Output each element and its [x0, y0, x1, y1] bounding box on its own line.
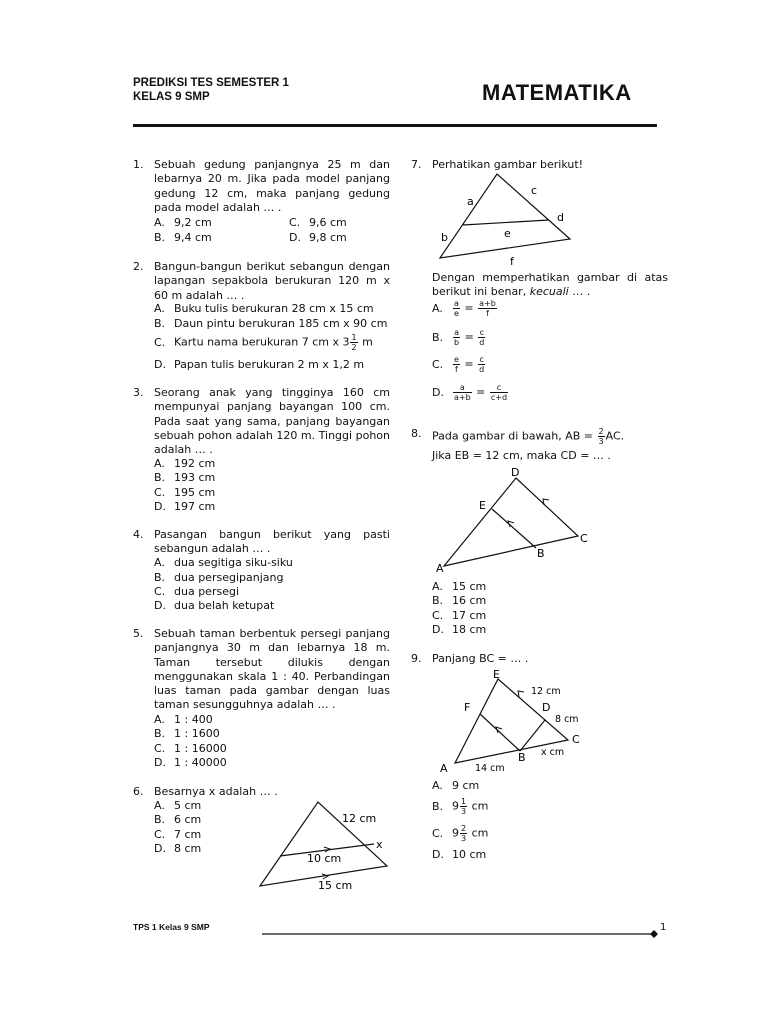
label-ed: 12 cm: [531, 686, 561, 697]
option-c[interactable]: [154, 333, 373, 352]
option-text: 7 cm: [174, 828, 202, 841]
option-letter: A.: [154, 302, 165, 315]
label-a: A: [440, 762, 448, 775]
option-b[interactable]: [154, 571, 283, 585]
option-text: 1 : 16000: [174, 742, 227, 755]
option-letter: C.: [154, 742, 166, 755]
q9-options: [432, 779, 668, 864]
option-text: dua segitiga siku-siku: [174, 556, 293, 569]
page-title: MATEMATIKA: [482, 80, 632, 105]
option-b[interactable]: [154, 317, 387, 331]
question-text: Bangun-bangun berikut sebangun dengan lapangan sepakbola berukuran 120 m x 60 m adalah … .: [154, 260, 390, 302]
label-bc: x cm: [541, 747, 565, 758]
option-text: dua persegi: [174, 585, 240, 598]
question-number: 5.: [133, 627, 144, 640]
option-text: 9,6 cm: [309, 216, 347, 229]
option-letter: C.: [289, 216, 301, 229]
instruction-tail: … .: [572, 285, 591, 299]
label-ab: 14 cm: [475, 763, 505, 774]
denominator: c+d: [490, 393, 508, 402]
numerator: a: [453, 383, 472, 393]
q7-instruction: [432, 271, 668, 300]
fraction-numerator: 1: [351, 333, 357, 342]
option-text: 16 cm: [452, 594, 487, 607]
label-d: D: [511, 466, 520, 479]
option-a[interactable]: [154, 799, 201, 813]
option-letter: D.: [154, 358, 166, 371]
header-subtitle: [133, 76, 289, 104]
q6-triangle-figure: [250, 795, 400, 895]
option-a[interactable]: [154, 556, 293, 570]
denominator: d: [479, 365, 485, 374]
label-right: x: [376, 838, 383, 851]
option-d[interactable]: [154, 756, 227, 770]
fraction-denominator: 2: [351, 343, 357, 352]
label-top: 12 cm: [342, 812, 377, 825]
denominator: d: [479, 338, 485, 347]
option-letter: C.: [154, 585, 166, 598]
option-letter: A.: [432, 580, 443, 593]
fraction: [598, 427, 605, 446]
option-text: 8 cm: [174, 842, 202, 855]
option-d[interactable]: [154, 358, 364, 372]
option-letter: B.: [154, 231, 166, 244]
option-text: 1 : 1600: [174, 727, 220, 740]
label-b: B: [537, 547, 545, 560]
option-c[interactable]: [432, 824, 488, 843]
option-text: 17 cm: [452, 609, 487, 622]
except-word: kecuali: [529, 285, 569, 299]
question-text: Panjang BC = … .: [432, 652, 529, 665]
option-a[interactable]: [154, 302, 374, 316]
option-c[interactable]: [154, 828, 201, 842]
question-text: Sebuah taman berbentuk persegi panjang panjangnya 30 m dan lebarnya 18 m. Taman tersebut dilukis dengan menggunakan skala 1 : 40. Perbandingan luas taman pada gambar dengan luas taman sesungguhnya adalah … .: [154, 627, 390, 712]
option-text: 9 cm: [452, 779, 480, 792]
q8-options: [432, 580, 668, 640]
question-number: 6.: [133, 785, 144, 798]
parallel-arrow-icon: [518, 691, 524, 697]
question-1: [133, 158, 391, 248]
option-b[interactable]: [154, 813, 201, 827]
option-text: 1 : 400: [174, 713, 213, 726]
option-letter: A.: [154, 457, 165, 470]
option-text: 9,4 cm: [174, 231, 212, 244]
denominator: b: [454, 338, 460, 347]
fraction-right: [478, 355, 485, 374]
option-text: 10 cm: [452, 848, 487, 861]
segment-fb: [480, 714, 520, 751]
footer-rule: [262, 929, 662, 939]
question-number: 8.: [411, 427, 422, 440]
option-c[interactable]: C. $\frac{e}{f}$ = $\frac{c}{d}$: [432, 355, 485, 374]
label-c: C: [580, 532, 588, 545]
option-letter: C.: [432, 826, 444, 840]
option-letter: D.: [154, 842, 166, 855]
numerator: 2: [461, 824, 467, 833]
option-letter: C.: [154, 335, 166, 349]
option-letter: A.: [154, 713, 165, 726]
option-text: 5 cm: [174, 799, 202, 812]
option-letter: B.: [154, 727, 166, 740]
option-text: Daun pintu berukuran 185 cm x 90 cm: [174, 317, 388, 330]
question-number: 7.: [411, 158, 422, 171]
numerator: 2: [598, 427, 604, 436]
option-letter: D.: [432, 385, 444, 399]
option-letter: C.: [154, 486, 166, 499]
option-letter: A.: [432, 779, 443, 792]
option-text: 6 cm: [174, 813, 202, 826]
option-letter: B.: [154, 471, 166, 484]
option-letter: C.: [432, 609, 444, 622]
option-text: dua belah ketupat: [174, 599, 275, 612]
option-letter: B.: [432, 330, 444, 344]
label-bottom: 15 cm: [318, 879, 353, 892]
numerator: a: [454, 328, 459, 337]
option-whole: 9: [452, 799, 459, 813]
question-5: [133, 627, 391, 772]
option-letter: A.: [154, 556, 165, 569]
question-text: Pasangan bangun berikut yang pasti sebangun adalah … .: [154, 528, 390, 556]
question-text: Perhatikan gambar berikut!: [432, 158, 584, 171]
option-a[interactable]: [432, 779, 479, 793]
option-letter: A.: [432, 301, 443, 315]
parallel-segment: [463, 220, 549, 225]
denominator: e: [454, 309, 459, 318]
option-text: 18 cm: [452, 623, 487, 636]
question-number: 2.: [133, 260, 144, 273]
question-4: [133, 528, 391, 618]
option-c[interactable]: [154, 742, 227, 756]
question-text: Seorang anak yang tingginya 160 cm mempunyai panjang bayangan 100 cm. Pada saat yang sama, panjang bayangan sebuah pohon adalah 120 m. Tinggi pohon adalah … .: [154, 386, 390, 457]
label-d: D: [542, 701, 551, 714]
instruction-text: Dengan memperhatikan gambar di atas berikut ini benar,: [432, 271, 668, 299]
option-letter: D.: [154, 500, 166, 513]
parallel-arrow-icon: [543, 499, 549, 505]
fraction-left: [453, 383, 472, 402]
option-d[interactable]: [432, 623, 486, 637]
option-letter: A.: [154, 216, 165, 229]
label-c: c: [531, 184, 538, 197]
option-unit: cm: [471, 799, 489, 813]
fraction-right: [490, 383, 508, 402]
option-text: 9,2 cm: [174, 216, 212, 229]
option-letter: D.: [154, 599, 166, 612]
option-letter: D.: [289, 231, 301, 244]
fraction-right: [478, 299, 497, 318]
numerator: e: [454, 355, 459, 364]
label-f: F: [464, 701, 471, 714]
option-letter: B.: [432, 594, 444, 607]
option-a[interactable]: A. $\frac{a}{e}$ = $\frac{a+b}{f}$: [432, 299, 496, 318]
question-number: 9.: [411, 652, 422, 665]
header-line-1: PREDIKSI TES SEMESTER 1: [133, 77, 289, 89]
option-c[interactable]: [432, 609, 486, 623]
option-text: 9,8 cm: [309, 231, 347, 244]
fraction-left: [453, 328, 460, 347]
q9-triangle-figure: [430, 665, 590, 777]
option-text: Buku tulis berukuran 28 cm x 15 cm: [174, 302, 374, 315]
question-text: Besarnya x adalah … .: [154, 785, 278, 798]
question-text-2: Jika EB = 12 cm, maka CD = … .: [432, 449, 611, 462]
option-letter: B.: [154, 571, 166, 584]
option-letter: D.: [432, 848, 444, 861]
option-b[interactable]: B. $\frac{a}{b}$ = $\frac{c}{d}$: [432, 328, 485, 347]
denominator: f: [486, 309, 489, 318]
q7-triangle-figure: [430, 170, 580, 270]
fraction: [350, 333, 357, 352]
label-b: B: [518, 751, 526, 764]
question-2: [133, 260, 391, 375]
numerator: c: [479, 328, 485, 337]
option-b[interactable]: [154, 231, 212, 245]
option-unit: cm: [471, 826, 489, 840]
denominator: 3: [598, 437, 604, 446]
option-b[interactable]: [154, 471, 215, 485]
page-number: 1: [660, 922, 667, 933]
denominator: a+b: [454, 393, 471, 402]
question-text-post: AC.: [605, 429, 625, 443]
label-middle: 10 cm: [307, 852, 342, 865]
option-c[interactable]: [154, 585, 239, 599]
question-number: 4.: [133, 528, 144, 541]
fraction-left: [453, 299, 460, 318]
option-letter: B.: [432, 799, 444, 813]
question-text: [432, 427, 668, 446]
option-text: 1 : 40000: [174, 756, 227, 769]
option-letter: B.: [154, 317, 166, 330]
numerator: c: [479, 355, 484, 364]
option-text: dua persegipanjang: [174, 571, 284, 584]
option-letter: C.: [154, 828, 166, 841]
denominator: f: [455, 365, 458, 374]
option-c[interactable]: [154, 486, 215, 500]
label-e: E: [479, 499, 486, 512]
option-text: 193 cm: [174, 471, 216, 484]
option-whole: 9: [452, 826, 459, 840]
option-letter: A.: [154, 799, 165, 812]
numerator: 1: [461, 797, 467, 806]
question-text-pre: Pada gambar di bawah, AB =: [432, 429, 594, 443]
fraction-left: [453, 355, 460, 374]
option-letter: D.: [432, 623, 444, 636]
label-e: E: [493, 668, 500, 681]
option-b[interactable]: [432, 797, 488, 816]
label-d: d: [557, 211, 564, 224]
denominator: 3: [461, 834, 467, 843]
fraction-right: [478, 328, 485, 347]
option-c[interactable]: [289, 216, 347, 230]
fraction: [460, 797, 467, 816]
option-a[interactable]: [154, 216, 212, 230]
segment-eb: [492, 509, 536, 548]
option-a[interactable]: [154, 457, 215, 471]
label-a: a: [467, 195, 474, 208]
option-d[interactable]: D. $\frac{a}{a+b}$ = $\frac{c}{c+d}$: [432, 383, 508, 402]
option-text: 15 cm: [452, 580, 487, 593]
option-letter: C.: [432, 357, 444, 371]
option-b[interactable]: [432, 594, 486, 608]
option-text: Kartu nama berukuran 7 cm x 3: [174, 335, 350, 349]
label-f: f: [510, 255, 514, 268]
diamond-icon: [650, 930, 658, 938]
label-dc: 8 cm: [555, 714, 579, 725]
q7-options: [432, 299, 668, 414]
label-a: A: [436, 562, 444, 575]
question-text: Sebuah gedung panjangnya 25 m dan lebarnya 20 m. Jika pada model panjang gedung 12 cm, maka panjang gedung pada model adalah … .: [154, 158, 390, 214]
option-d[interactable]: [154, 599, 274, 613]
numerator: a: [454, 299, 459, 308]
option-d[interactable]: [154, 500, 215, 514]
label-b: b: [441, 231, 448, 244]
q8-triangle-figure: [430, 462, 600, 577]
option-unit: m: [362, 335, 373, 349]
fraction: [460, 824, 467, 843]
option-text: 192 cm: [174, 457, 216, 470]
option-d[interactable]: [432, 848, 486, 862]
option-a[interactable]: [432, 580, 486, 594]
triangle-outline: [440, 174, 570, 258]
option-text: 197 cm: [174, 500, 216, 513]
option-d[interactable]: [289, 231, 347, 245]
option-letter: D.: [154, 756, 166, 769]
numerator: c: [490, 383, 508, 393]
question-3: [133, 386, 391, 516]
option-text: 195 cm: [174, 486, 216, 499]
option-text: Papan tulis berukuran 2 m x 1,2 m: [174, 358, 365, 371]
numerator: a+b: [479, 299, 496, 308]
question-8: [411, 427, 671, 467]
header-divider: [133, 124, 657, 127]
option-b[interactable]: [154, 727, 220, 741]
question-number: 1.: [133, 158, 144, 171]
question-number: 3.: [133, 386, 144, 399]
header-line-2: KELAS 9 SMP: [133, 91, 210, 103]
option-letter: B.: [154, 813, 166, 826]
label-e: e: [504, 227, 511, 240]
option-d[interactable]: [154, 842, 201, 856]
denominator: 3: [461, 807, 467, 816]
footer-label: TPS 1 Kelas 9 SMP: [133, 922, 210, 932]
option-a[interactable]: [154, 713, 213, 727]
label-c: C: [572, 733, 580, 746]
